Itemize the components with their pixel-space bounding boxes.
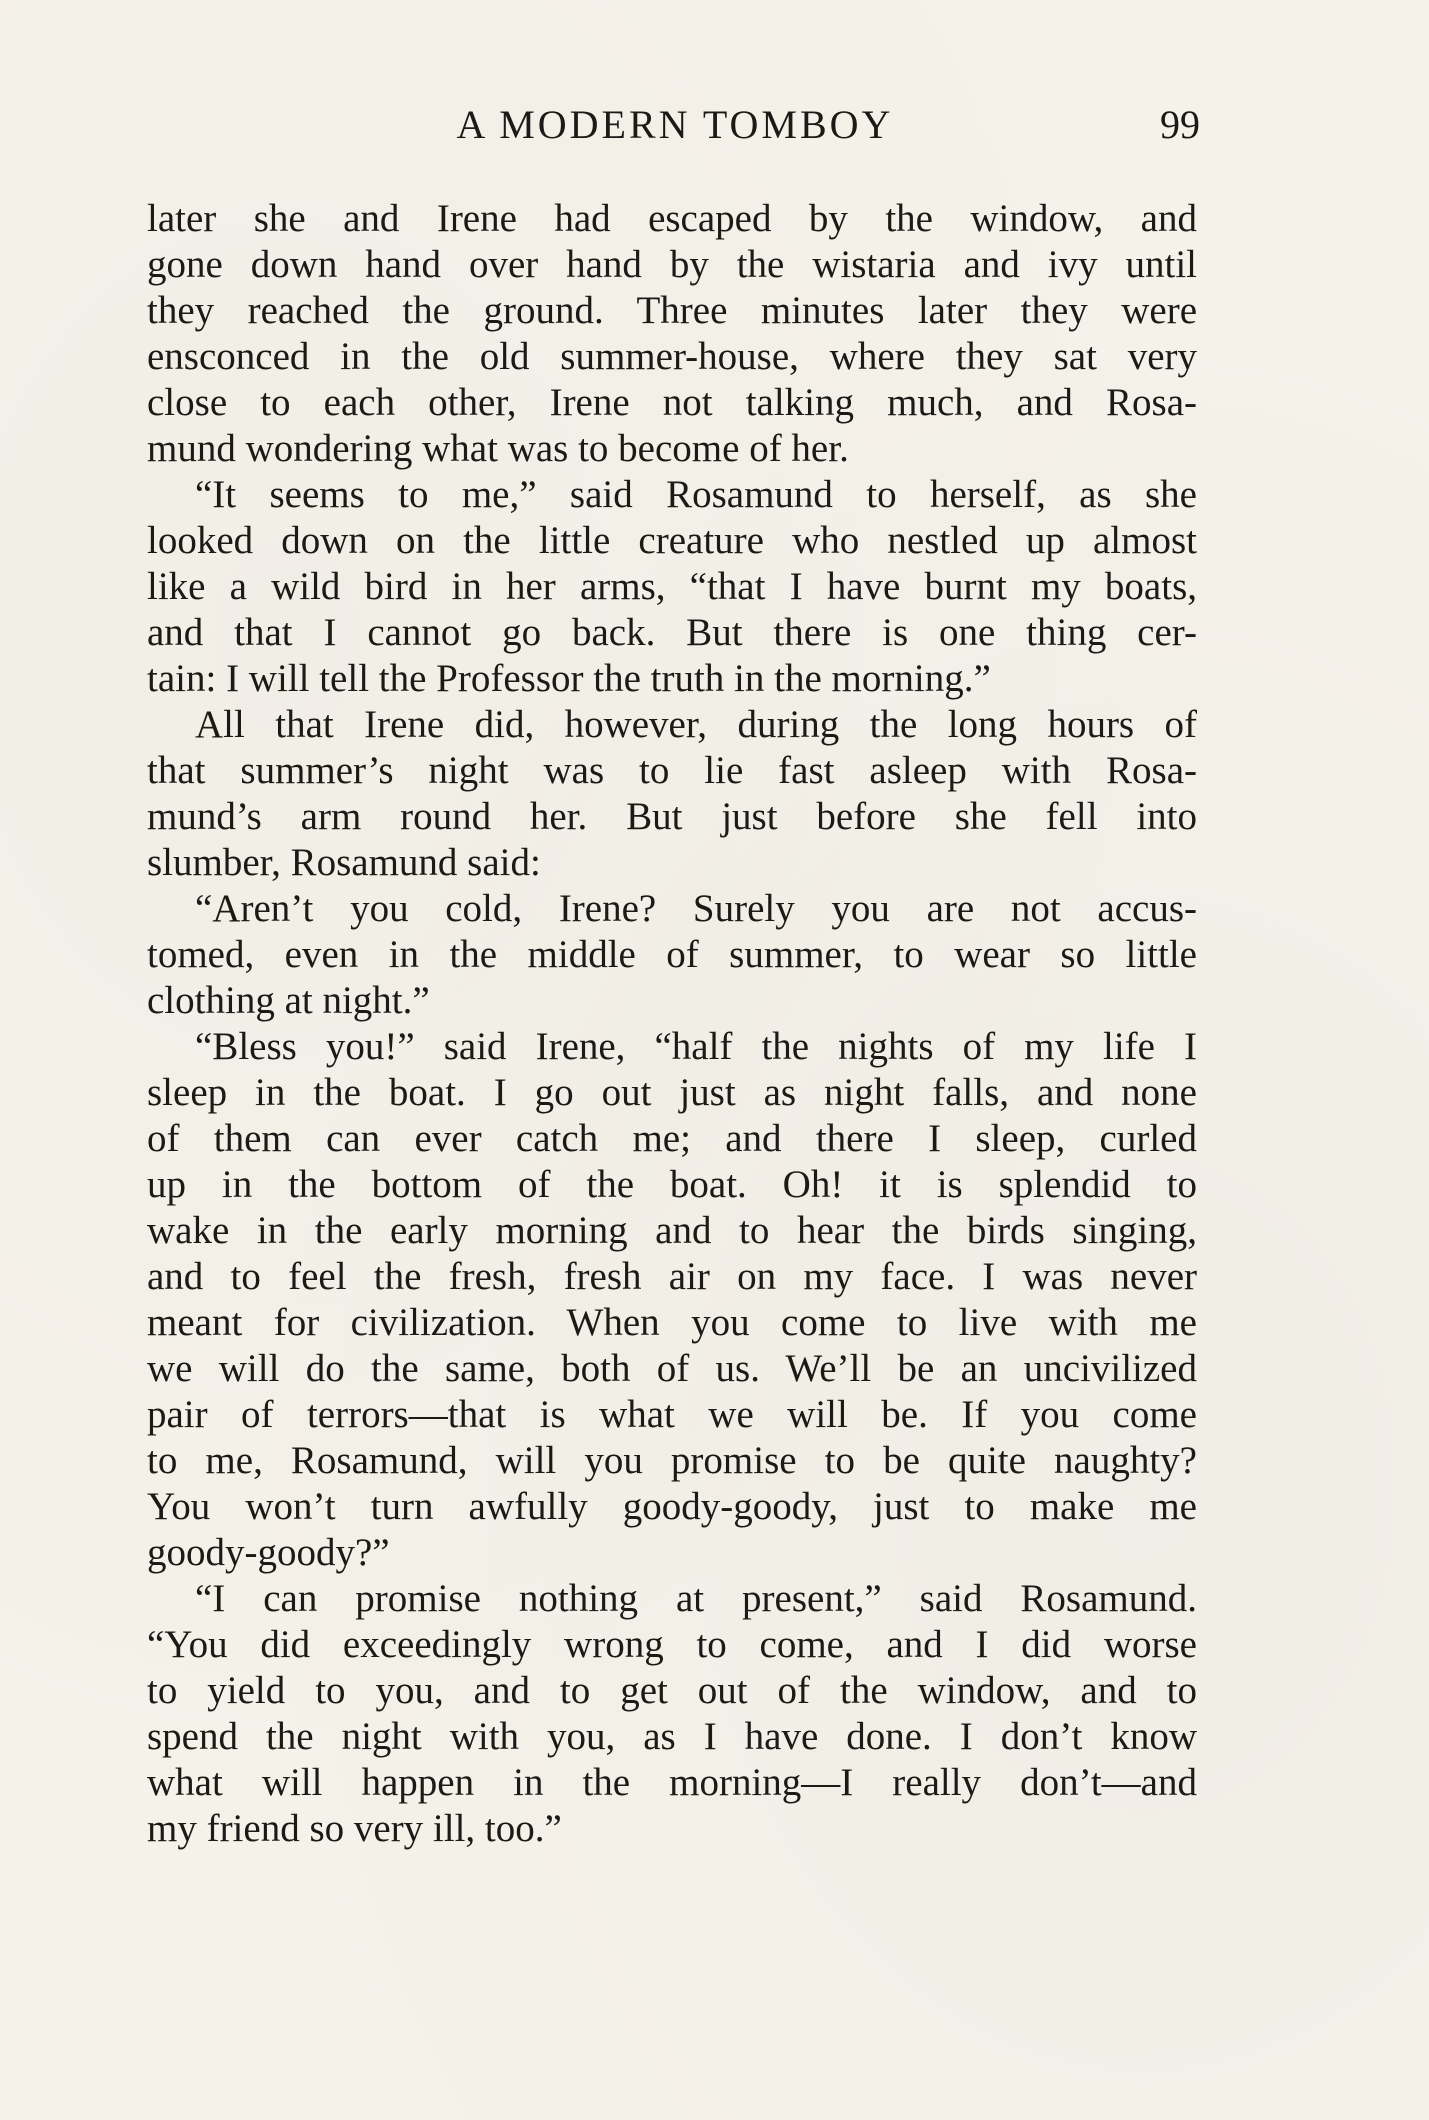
text-line: “Bless you!” said Irene, “half the nights of my life I [195, 1025, 1197, 1068]
text-line: to me, Rosamund, will you promise to be quite naughty? [147, 1439, 1197, 1482]
text-line: sleep in the boat. I go out just as night falls, and none [147, 1071, 1197, 1114]
text-line: and that I cannot go back. But there is one thing cer- [147, 611, 1197, 654]
text-line: that summer’s night was to lie fast asleep with Rosa- [147, 749, 1197, 792]
text-line: “It seems to me,” said Rosamund to herself, as she [195, 473, 1197, 516]
text-line: tain: I will tell the Professor the truth in the morning.” [147, 657, 991, 700]
text-line: mund’s arm round her. But just before she fell into [147, 795, 1197, 838]
text-line: clothing at night.” [147, 979, 430, 1022]
text-line: “I can promise nothing at present,” said Rosamund. [195, 1577, 1197, 1620]
text-line: like a wild bird in her arms, “that I have burnt my boats, [147, 565, 1197, 608]
text-line: what will happen in the morning—I really don’t—and [147, 1761, 1197, 1804]
page-number: 99 [1160, 102, 1200, 147]
text-line: gone down hand over hand by the wistaria and ivy until [147, 243, 1197, 286]
text-line: ensconced in the old summer-house, where they sat very [147, 335, 1197, 378]
text-line: they reached the ground. Three minutes later they were [147, 289, 1197, 332]
running-title: A MODERN TOMBOY [456, 102, 894, 147]
running-head [150, 100, 1200, 150]
text-line: “Aren’t you cold, Irene? Surely you are not accus- [195, 887, 1197, 930]
text-line: later she and Irene had escaped by the window, and [147, 197, 1197, 240]
text-line: mund wondering what was to become of her. [147, 427, 849, 470]
text-line: All that Irene did, however, during the long hours of [195, 703, 1197, 746]
text-line: to yield to you, and to get out of the window, and to [147, 1669, 1197, 1712]
text-line: of them can ever catch me; and there I sleep, curled [147, 1117, 1197, 1160]
text-line: spend the night with you, as I have done. I don’t know [147, 1715, 1197, 1758]
text-line: my friend so very ill, too.” [147, 1807, 562, 1850]
text-line: up in the bottom of the boat. Oh! it is splendid to [147, 1163, 1197, 1206]
body-text [147, 196, 1197, 1852]
text-line: You won’t turn awfully goody-goody, just to make me [147, 1485, 1197, 1528]
text-line: we will do the same, both of us. We’ll be an uncivilized [147, 1347, 1197, 1390]
text-line: looked down on the little creature who nestled up almost [147, 519, 1197, 562]
text-line: pair of terrors—that is what we will be. If you come [147, 1393, 1197, 1436]
text-line: slumber, Rosamund said: [147, 841, 541, 884]
text-line: “You did exceedingly wrong to come, and I did worse [147, 1623, 1197, 1666]
text-line: tomed, even in the middle of summer, to wear so little [147, 933, 1197, 976]
text-line: and to feel the fresh, fresh air on my face. I was never [147, 1255, 1197, 1298]
text-line: wake in the early morning and to hear the birds singing, [147, 1209, 1197, 1252]
text-line: meant for civilization. When you come to live with me [147, 1301, 1197, 1344]
text-line: close to each other, Irene not talking much, and Rosa- [147, 381, 1197, 424]
text-line: goody-goody?” [147, 1531, 390, 1574]
